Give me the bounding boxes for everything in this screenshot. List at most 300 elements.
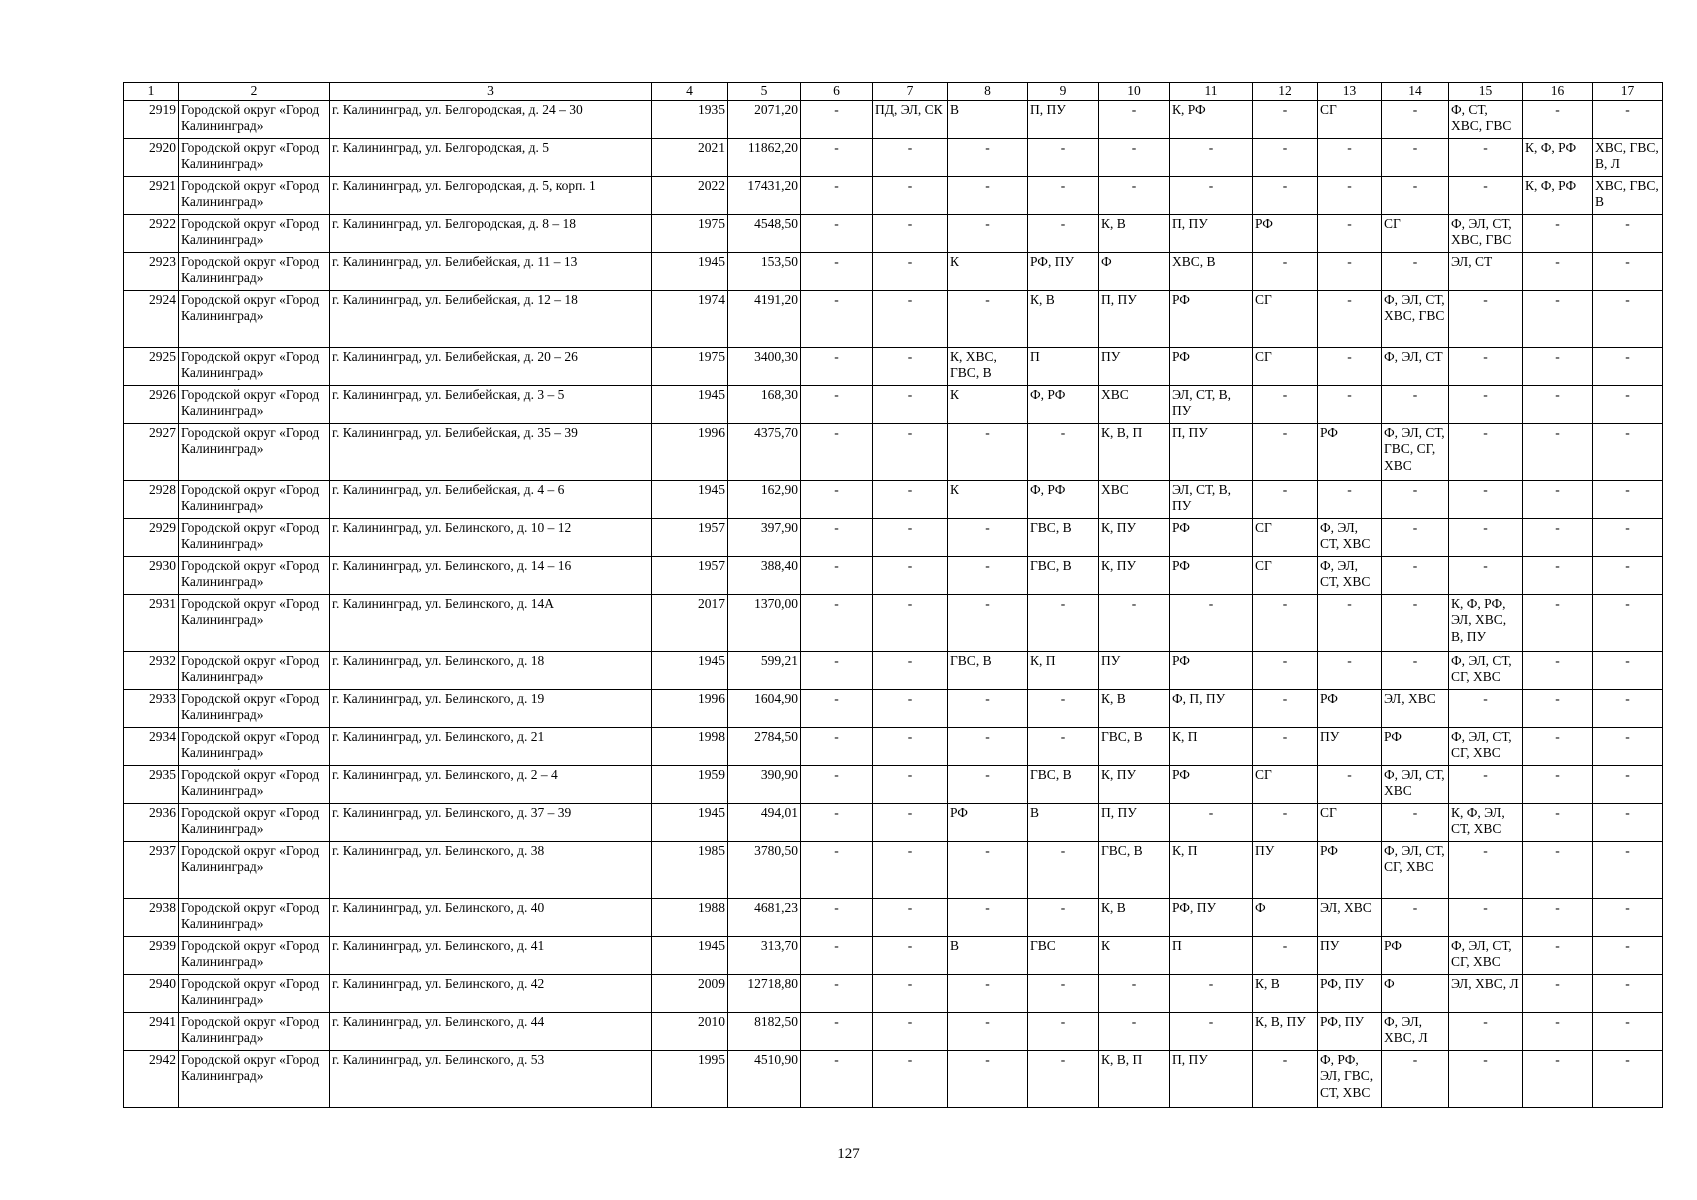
column-header: 13 bbox=[1318, 83, 1382, 101]
col-8-cell: - bbox=[948, 423, 1028, 480]
col-17-cell: ХВС, ГВС, В, Л bbox=[1593, 138, 1663, 176]
col-15-cell: - bbox=[1449, 480, 1523, 518]
municipality-cell: Городской округ «Город Калининград» bbox=[179, 100, 330, 138]
col-16-cell: - bbox=[1523, 347, 1593, 385]
col-9-cell: - bbox=[1028, 138, 1099, 176]
col-10-cell: ГВС, В bbox=[1099, 727, 1170, 765]
col-16-cell: - bbox=[1523, 594, 1593, 651]
municipality-cell: Городской округ «Город Калининград» bbox=[179, 594, 330, 651]
area-cell: 4510,90 bbox=[728, 1050, 801, 1107]
col-7-cell: - bbox=[873, 689, 948, 727]
col-16-cell: - bbox=[1523, 898, 1593, 936]
col-9-cell: - bbox=[1028, 423, 1099, 480]
col-8-cell: К, ХВС, ГВС, В bbox=[948, 347, 1028, 385]
col-11-cell: РФ bbox=[1170, 556, 1253, 594]
col-8-cell: - bbox=[948, 898, 1028, 936]
col-10-cell: К, ПУ bbox=[1099, 765, 1170, 803]
col-6-cell: - bbox=[801, 765, 873, 803]
col-7-cell: - bbox=[873, 727, 948, 765]
col-6-cell: - bbox=[801, 1050, 873, 1107]
col-7-cell: - bbox=[873, 252, 948, 290]
col-6-cell: - bbox=[801, 803, 873, 841]
col-12-cell: Ф bbox=[1253, 898, 1318, 936]
col-6-cell: - bbox=[801, 936, 873, 974]
col-16-cell: - bbox=[1523, 252, 1593, 290]
table-row bbox=[124, 290, 1663, 347]
col-13-cell: - bbox=[1318, 594, 1382, 651]
col-10-cell: К, ПУ bbox=[1099, 518, 1170, 556]
col-8-cell: - bbox=[948, 689, 1028, 727]
col-17-cell: - bbox=[1593, 898, 1663, 936]
area-cell: 162,90 bbox=[728, 480, 801, 518]
address-cell: г. Калининград, ул. Белинского, д. 42 bbox=[330, 974, 652, 1012]
year-built-cell: 2021 bbox=[652, 138, 728, 176]
col-8-cell: В bbox=[948, 936, 1028, 974]
col-9-cell: - bbox=[1028, 214, 1099, 252]
col-7-cell: - bbox=[873, 480, 948, 518]
area-cell: 1370,00 bbox=[728, 594, 801, 651]
municipality-cell: Городской округ «Город Калининград» bbox=[179, 974, 330, 1012]
table-row bbox=[124, 898, 1663, 936]
row-number-cell: 2939 bbox=[124, 936, 179, 974]
column-header: 3 bbox=[330, 83, 652, 101]
municipality-cell: Городской округ «Город Калининград» bbox=[179, 518, 330, 556]
table-row bbox=[124, 765, 1663, 803]
year-built-cell: 1945 bbox=[652, 803, 728, 841]
col-13-cell: - bbox=[1318, 347, 1382, 385]
row-number-cell: 2935 bbox=[124, 765, 179, 803]
table-row bbox=[124, 480, 1663, 518]
table-row bbox=[124, 727, 1663, 765]
area-cell: 3780,50 bbox=[728, 841, 801, 898]
table-row bbox=[124, 252, 1663, 290]
col-15-cell: - bbox=[1449, 841, 1523, 898]
col-11-cell: РФ bbox=[1170, 347, 1253, 385]
col-14-cell: - bbox=[1382, 594, 1449, 651]
col-9-cell: РФ, ПУ bbox=[1028, 252, 1099, 290]
col-9-cell: ГВС, В bbox=[1028, 518, 1099, 556]
col-9-cell: - bbox=[1028, 898, 1099, 936]
col-8-cell: - bbox=[948, 841, 1028, 898]
address-cell: г. Калининград, ул. Белинского, д. 14А bbox=[330, 594, 652, 651]
col-14-cell: СГ bbox=[1382, 214, 1449, 252]
col-12-cell: СГ bbox=[1253, 347, 1318, 385]
col-11-cell: П, ПУ bbox=[1170, 423, 1253, 480]
address-cell: г. Калининград, ул. Белинского, д. 38 bbox=[330, 841, 652, 898]
col-14-cell: - bbox=[1382, 651, 1449, 689]
col-12-cell: РФ bbox=[1253, 214, 1318, 252]
col-15-cell: К, Ф, РФ, ЭЛ, ХВС, В, ПУ bbox=[1449, 594, 1523, 651]
area-cell: 3400,30 bbox=[728, 347, 801, 385]
col-7-cell: - bbox=[873, 651, 948, 689]
col-7-cell: - bbox=[873, 594, 948, 651]
col-6-cell: - bbox=[801, 974, 873, 1012]
col-6-cell: - bbox=[801, 290, 873, 347]
row-number-cell: 2934 bbox=[124, 727, 179, 765]
col-6-cell: - bbox=[801, 138, 873, 176]
col-7-cell: - bbox=[873, 214, 948, 252]
row-number-cell: 2922 bbox=[124, 214, 179, 252]
col-9-cell: П bbox=[1028, 347, 1099, 385]
col-6-cell: - bbox=[801, 385, 873, 423]
col-10-cell: П, ПУ bbox=[1099, 290, 1170, 347]
col-13-cell: - bbox=[1318, 651, 1382, 689]
col-11-cell: Ф, П, ПУ bbox=[1170, 689, 1253, 727]
row-number-cell: 2940 bbox=[124, 974, 179, 1012]
address-cell: г. Калининград, ул. Белинского, д. 40 bbox=[330, 898, 652, 936]
col-16-cell: - bbox=[1523, 480, 1593, 518]
col-12-cell: - bbox=[1253, 594, 1318, 651]
year-built-cell: 1945 bbox=[652, 936, 728, 974]
col-13-cell: СГ bbox=[1318, 100, 1382, 138]
col-10-cell: - bbox=[1099, 594, 1170, 651]
area-cell: 494,01 bbox=[728, 803, 801, 841]
header-row bbox=[124, 83, 1663, 101]
col-13-cell: - bbox=[1318, 214, 1382, 252]
row-number-cell: 2921 bbox=[124, 176, 179, 214]
col-10-cell: ПУ bbox=[1099, 651, 1170, 689]
col-14-cell: - bbox=[1382, 1050, 1449, 1107]
col-10-cell: К, В bbox=[1099, 689, 1170, 727]
col-16-cell: - bbox=[1523, 689, 1593, 727]
column-header: 8 bbox=[948, 83, 1028, 101]
municipality-cell: Городской округ «Город Калининград» bbox=[179, 556, 330, 594]
col-6-cell: - bbox=[801, 689, 873, 727]
row-number-cell: 2931 bbox=[124, 594, 179, 651]
col-7-cell: - bbox=[873, 347, 948, 385]
col-17-cell: - bbox=[1593, 689, 1663, 727]
year-built-cell: 1998 bbox=[652, 727, 728, 765]
col-16-cell: - bbox=[1523, 974, 1593, 1012]
col-7-cell: - bbox=[873, 765, 948, 803]
area-cell: 397,90 bbox=[728, 518, 801, 556]
column-header: 11 bbox=[1170, 83, 1253, 101]
col-11-cell: РФ bbox=[1170, 651, 1253, 689]
col-12-cell: СГ bbox=[1253, 518, 1318, 556]
col-10-cell: - bbox=[1099, 176, 1170, 214]
address-cell: г. Калининград, ул. Белинского, д. 18 bbox=[330, 651, 652, 689]
col-9-cell: - bbox=[1028, 176, 1099, 214]
col-16-cell: - bbox=[1523, 841, 1593, 898]
col-16-cell: К, Ф, РФ bbox=[1523, 138, 1593, 176]
col-12-cell: СГ bbox=[1253, 765, 1318, 803]
address-cell: г. Калининград, ул. Белинского, д. 44 bbox=[330, 1012, 652, 1050]
col-17-cell: - bbox=[1593, 765, 1663, 803]
area-cell: 388,40 bbox=[728, 556, 801, 594]
col-12-cell: - bbox=[1253, 423, 1318, 480]
municipality-cell: Городской округ «Город Калининград» bbox=[179, 252, 330, 290]
col-9-cell: ГВС, В bbox=[1028, 765, 1099, 803]
table-row bbox=[124, 556, 1663, 594]
area-cell: 2071,20 bbox=[728, 100, 801, 138]
col-13-cell: - bbox=[1318, 138, 1382, 176]
col-7-cell: - bbox=[873, 423, 948, 480]
area-cell: 12718,80 bbox=[728, 974, 801, 1012]
row-number-cell: 2926 bbox=[124, 385, 179, 423]
col-11-cell: - bbox=[1170, 803, 1253, 841]
table-row bbox=[124, 214, 1663, 252]
col-6-cell: - bbox=[801, 556, 873, 594]
col-9-cell: В bbox=[1028, 803, 1099, 841]
year-built-cell: 1974 bbox=[652, 290, 728, 347]
year-built-cell: 1945 bbox=[652, 651, 728, 689]
table-row bbox=[124, 936, 1663, 974]
col-11-cell: - bbox=[1170, 138, 1253, 176]
column-header: 14 bbox=[1382, 83, 1449, 101]
row-number-cell: 2919 bbox=[124, 100, 179, 138]
municipality-cell: Городской округ «Город Калининград» bbox=[179, 936, 330, 974]
col-8-cell: ГВС, В bbox=[948, 651, 1028, 689]
area-cell: 313,70 bbox=[728, 936, 801, 974]
col-8-cell: РФ bbox=[948, 803, 1028, 841]
col-17-cell: - bbox=[1593, 518, 1663, 556]
column-header: 2 bbox=[179, 83, 330, 101]
col-8-cell: К bbox=[948, 480, 1028, 518]
col-8-cell: - bbox=[948, 138, 1028, 176]
row-number-cell: 2937 bbox=[124, 841, 179, 898]
col-6-cell: - bbox=[801, 898, 873, 936]
col-12-cell: - bbox=[1253, 936, 1318, 974]
col-15-cell: Ф, ЭЛ, СТ, СГ, ХВС bbox=[1449, 936, 1523, 974]
col-9-cell: К, П bbox=[1028, 651, 1099, 689]
col-13-cell: ПУ bbox=[1318, 727, 1382, 765]
address-cell: г. Калининград, ул. Белибейская, д. 3 – 5 bbox=[330, 385, 652, 423]
municipality-cell: Городской округ «Город Калининград» bbox=[179, 689, 330, 727]
column-header: 7 bbox=[873, 83, 948, 101]
col-8-cell: В bbox=[948, 100, 1028, 138]
address-cell: г. Калининград, ул. Белинского, д. 53 bbox=[330, 1050, 652, 1107]
area-cell: 11862,20 bbox=[728, 138, 801, 176]
col-7-cell: - bbox=[873, 936, 948, 974]
address-cell: г. Калининград, ул. Белинского, д. 10 – 12 bbox=[330, 518, 652, 556]
year-built-cell: 1945 bbox=[652, 252, 728, 290]
col-12-cell: К, В, ПУ bbox=[1253, 1012, 1318, 1050]
year-built-cell: 2017 bbox=[652, 594, 728, 651]
table-body bbox=[124, 100, 1663, 1107]
col-13-cell: РФ, ПУ bbox=[1318, 1012, 1382, 1050]
table-row bbox=[124, 385, 1663, 423]
year-built-cell: 1945 bbox=[652, 385, 728, 423]
col-17-cell: - bbox=[1593, 100, 1663, 138]
col-13-cell: РФ, ПУ bbox=[1318, 974, 1382, 1012]
col-15-cell: ЭЛ, ХВС, Л bbox=[1449, 974, 1523, 1012]
col-17-cell: - bbox=[1593, 480, 1663, 518]
address-cell: г. Калининград, ул. Белибейская, д. 11 – 13 bbox=[330, 252, 652, 290]
col-15-cell: Ф, ЭЛ, СТ, СГ, ХВС bbox=[1449, 727, 1523, 765]
col-7-cell: - bbox=[873, 518, 948, 556]
municipality-cell: Городской округ «Город Калининград» bbox=[179, 385, 330, 423]
address-cell: г. Калининград, ул. Белгородская, д. 8 – 18 bbox=[330, 214, 652, 252]
col-6-cell: - bbox=[801, 1012, 873, 1050]
col-10-cell: ПУ bbox=[1099, 347, 1170, 385]
col-6-cell: - bbox=[801, 252, 873, 290]
address-cell: г. Калининград, ул. Белинского, д. 21 bbox=[330, 727, 652, 765]
col-11-cell: П, ПУ bbox=[1170, 1050, 1253, 1107]
col-10-cell: К, ПУ bbox=[1099, 556, 1170, 594]
col-16-cell: - bbox=[1523, 423, 1593, 480]
col-13-cell: - bbox=[1318, 290, 1382, 347]
table-row bbox=[124, 594, 1663, 651]
table-row bbox=[124, 423, 1663, 480]
area-cell: 2784,50 bbox=[728, 727, 801, 765]
row-number-cell: 2932 bbox=[124, 651, 179, 689]
area-cell: 17431,20 bbox=[728, 176, 801, 214]
area-cell: 1604,90 bbox=[728, 689, 801, 727]
year-built-cell: 1985 bbox=[652, 841, 728, 898]
col-9-cell: - bbox=[1028, 594, 1099, 651]
col-13-cell: - bbox=[1318, 176, 1382, 214]
col-16-cell: - bbox=[1523, 290, 1593, 347]
col-11-cell: - bbox=[1170, 176, 1253, 214]
table-row bbox=[124, 1050, 1663, 1107]
col-14-cell: - bbox=[1382, 480, 1449, 518]
col-13-cell: Ф, ЭЛ, СТ, ХВС bbox=[1318, 518, 1382, 556]
col-12-cell: - bbox=[1253, 803, 1318, 841]
col-11-cell: ХВС, В bbox=[1170, 252, 1253, 290]
year-built-cell: 1945 bbox=[652, 480, 728, 518]
year-built-cell: 2010 bbox=[652, 1012, 728, 1050]
col-15-cell: - bbox=[1449, 176, 1523, 214]
column-header: 15 bbox=[1449, 83, 1523, 101]
col-6-cell: - bbox=[801, 518, 873, 556]
row-number-cell: 2928 bbox=[124, 480, 179, 518]
col-7-cell: ПД, ЭЛ, СК bbox=[873, 100, 948, 138]
col-9-cell: - bbox=[1028, 1050, 1099, 1107]
municipality-cell: Городской округ «Город Калининград» bbox=[179, 423, 330, 480]
col-14-cell: Ф, ЭЛ, СТ, ГВС, СГ, ХВС bbox=[1382, 423, 1449, 480]
col-15-cell: - bbox=[1449, 518, 1523, 556]
col-13-cell: РФ bbox=[1318, 689, 1382, 727]
column-header: 10 bbox=[1099, 83, 1170, 101]
col-17-cell: - bbox=[1593, 651, 1663, 689]
col-9-cell: - bbox=[1028, 689, 1099, 727]
row-number-cell: 2925 bbox=[124, 347, 179, 385]
col-14-cell: РФ bbox=[1382, 936, 1449, 974]
col-14-cell: - bbox=[1382, 385, 1449, 423]
municipality-cell: Городской округ «Город Калининград» bbox=[179, 347, 330, 385]
col-17-cell: - bbox=[1593, 974, 1663, 1012]
col-17-cell: - bbox=[1593, 1050, 1663, 1107]
col-12-cell: СГ bbox=[1253, 556, 1318, 594]
col-7-cell: - bbox=[873, 176, 948, 214]
column-header: 1 bbox=[124, 83, 179, 101]
row-number-cell: 2941 bbox=[124, 1012, 179, 1050]
col-6-cell: - bbox=[801, 100, 873, 138]
table-row bbox=[124, 518, 1663, 556]
municipality-cell: Городской округ «Город Калининград» bbox=[179, 651, 330, 689]
col-15-cell: Ф, ЭЛ, СТ, ХВС, ГВС bbox=[1449, 214, 1523, 252]
area-cell: 4375,70 bbox=[728, 423, 801, 480]
col-12-cell: - bbox=[1253, 385, 1318, 423]
column-header: 5 bbox=[728, 83, 801, 101]
year-built-cell: 1975 bbox=[652, 347, 728, 385]
municipality-cell: Городской округ «Город Калининград» bbox=[179, 290, 330, 347]
col-9-cell: - bbox=[1028, 727, 1099, 765]
col-17-cell: - bbox=[1593, 290, 1663, 347]
col-8-cell: - bbox=[948, 290, 1028, 347]
address-cell: г. Калининград, ул. Белинского, д. 37 – 39 bbox=[330, 803, 652, 841]
col-10-cell: ХВС bbox=[1099, 385, 1170, 423]
area-cell: 4191,20 bbox=[728, 290, 801, 347]
column-header: 12 bbox=[1253, 83, 1318, 101]
col-7-cell: - bbox=[873, 803, 948, 841]
col-7-cell: - bbox=[873, 898, 948, 936]
col-7-cell: - bbox=[873, 138, 948, 176]
col-9-cell: К, В bbox=[1028, 290, 1099, 347]
col-16-cell: - bbox=[1523, 651, 1593, 689]
col-14-cell: - bbox=[1382, 252, 1449, 290]
col-12-cell: - bbox=[1253, 689, 1318, 727]
col-10-cell: К bbox=[1099, 936, 1170, 974]
col-16-cell: - bbox=[1523, 936, 1593, 974]
col-15-cell: - bbox=[1449, 385, 1523, 423]
col-7-cell: - bbox=[873, 841, 948, 898]
col-14-cell: - bbox=[1382, 138, 1449, 176]
col-6-cell: - bbox=[801, 480, 873, 518]
address-cell: г. Калининград, ул. Белибейская, д. 4 – 6 bbox=[330, 480, 652, 518]
row-number-cell: 2930 bbox=[124, 556, 179, 594]
col-11-cell: РФ bbox=[1170, 518, 1253, 556]
col-9-cell: - bbox=[1028, 1012, 1099, 1050]
col-11-cell: - bbox=[1170, 1012, 1253, 1050]
col-14-cell: Ф, ЭЛ, СТ, ХВС bbox=[1382, 765, 1449, 803]
col-11-cell: К, РФ bbox=[1170, 100, 1253, 138]
col-17-cell: - bbox=[1593, 803, 1663, 841]
col-15-cell: - bbox=[1449, 347, 1523, 385]
col-16-cell: - bbox=[1523, 385, 1593, 423]
year-built-cell: 1988 bbox=[652, 898, 728, 936]
col-10-cell: - bbox=[1099, 100, 1170, 138]
col-13-cell: - bbox=[1318, 252, 1382, 290]
col-16-cell: - bbox=[1523, 803, 1593, 841]
year-built-cell: 1995 bbox=[652, 1050, 728, 1107]
col-6-cell: - bbox=[801, 176, 873, 214]
col-8-cell: - bbox=[948, 727, 1028, 765]
row-number-cell: 2938 bbox=[124, 898, 179, 936]
col-17-cell: - bbox=[1593, 594, 1663, 651]
col-11-cell: ЭЛ, СТ, В, ПУ bbox=[1170, 385, 1253, 423]
col-7-cell: - bbox=[873, 974, 948, 1012]
address-cell: г. Калининград, ул. Белибейская, д. 12 – 18 bbox=[330, 290, 652, 347]
table-row bbox=[124, 1012, 1663, 1050]
col-12-cell: К, В bbox=[1253, 974, 1318, 1012]
table-row bbox=[124, 803, 1663, 841]
col-16-cell: - bbox=[1523, 100, 1593, 138]
col-7-cell: - bbox=[873, 385, 948, 423]
col-14-cell: Ф, ЭЛ, СТ, ХВС, ГВС bbox=[1382, 290, 1449, 347]
municipality-cell: Городской округ «Город Калининград» bbox=[179, 138, 330, 176]
col-17-cell: - bbox=[1593, 727, 1663, 765]
year-built-cell: 1996 bbox=[652, 689, 728, 727]
col-13-cell: РФ bbox=[1318, 841, 1382, 898]
col-7-cell: - bbox=[873, 290, 948, 347]
col-9-cell: Ф, РФ bbox=[1028, 480, 1099, 518]
register-table bbox=[123, 82, 1663, 1108]
col-17-cell: - bbox=[1593, 556, 1663, 594]
table-row bbox=[124, 651, 1663, 689]
year-built-cell: 1957 bbox=[652, 518, 728, 556]
address-cell: г. Калининград, ул. Белибейская, д. 35 – 39 bbox=[330, 423, 652, 480]
col-13-cell: СГ bbox=[1318, 803, 1382, 841]
col-10-cell: П, ПУ bbox=[1099, 803, 1170, 841]
col-9-cell: Ф, РФ bbox=[1028, 385, 1099, 423]
area-cell: 168,30 bbox=[728, 385, 801, 423]
area-cell: 8182,50 bbox=[728, 1012, 801, 1050]
col-9-cell: ГВС, В bbox=[1028, 556, 1099, 594]
col-6-cell: - bbox=[801, 214, 873, 252]
col-7-cell: - bbox=[873, 1012, 948, 1050]
table-row bbox=[124, 100, 1663, 138]
